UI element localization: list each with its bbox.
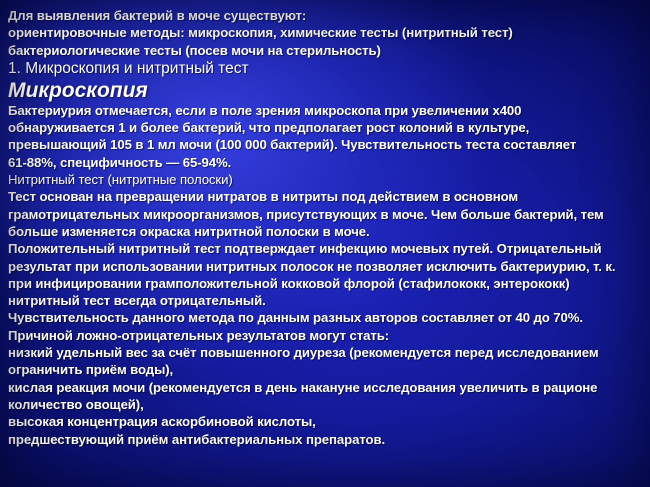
body-line: при инфицировании грамположительной кокковой флорой (стафилококк, энтерококк) (8, 275, 570, 291)
body-line: нитритный тест всегда отрицательный. (8, 293, 266, 309)
body-line: грамотрицательных микроорганизмов, присутствующих в моче. Чем больше бактерий, тем (8, 206, 604, 222)
body-line: Тест основан на превращении нитратов в нитриты под действием в основном (8, 189, 519, 205)
body-line: низкий удельный вес за счёт повышенного диуреза (рекомендуется перед исследованием (8, 345, 599, 361)
body-line: высокая концентрация аскорбиновой кислоты, (8, 414, 316, 430)
body-line: кислая реакция мочи (рекомендуется в день накануне исследования увеличить в рационе (8, 379, 598, 395)
body-line: Причиной ложно-отрицательных результатов могут стать: (8, 327, 390, 343)
section-heading: Микроскопия (8, 78, 148, 102)
body-line: Бактериурия отмечается, если в поле зрения микроскопа при увеличении х400 (8, 102, 522, 118)
body-line: 61-88%, специфичность — 65-94%. (8, 154, 232, 170)
section-subheading: 1. Микроскопия и нитритный тест (8, 59, 249, 77)
body-line: Чувствительность данного метода по данным разных авторов составляет от 40 до 70%. (8, 310, 583, 326)
intro-line: Для выявления бактерий в моче существуют: (8, 8, 307, 23)
body-line: ограничить приём воды), (8, 362, 174, 378)
slide-content (8, 7, 644, 448)
body-line: Положительный нитритный тест подтверждает инфекцию мочевых путей. Отрицательный (8, 241, 602, 257)
body-line: больше изменяется окраска нитритной полоски в моче. (8, 223, 370, 239)
body-line: результат при использовании нитритных полосок не позволяет исключить бактериурию, т. к. (8, 258, 616, 274)
intro-line: ориентировочные методы: микроскопия, химические тесты (нитритный тест) (8, 25, 513, 41)
body-line: Нитритный тест (нитритные полоски) (8, 172, 233, 188)
body-line: предшествующий приём антибактериальных препаратов. (8, 431, 386, 447)
intro-line: бактериологические тесты (посев мочи на стерильность) (8, 42, 381, 58)
body-line: количество овощей), (8, 396, 144, 412)
body-line: обнаруживается 1 и более бактерий, что предполагает рост колоний в культуре, (8, 120, 530, 136)
body-line: превышающий 105 в 1 мл мочи (100 000 бактерий). Чувствительность теста составляет (8, 137, 577, 153)
